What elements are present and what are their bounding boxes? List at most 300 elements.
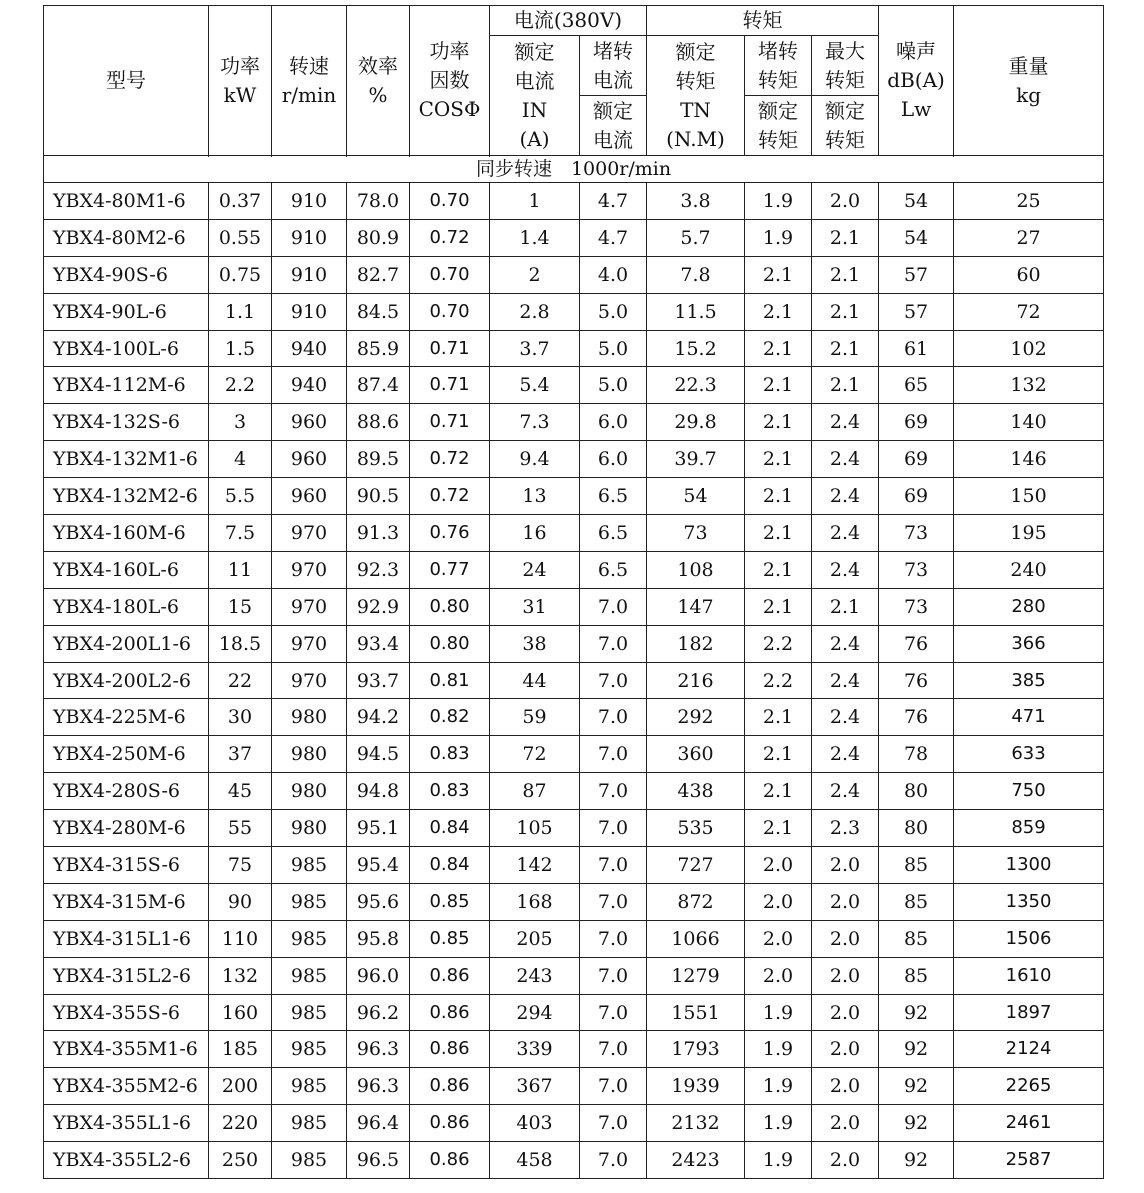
cell-noise: 92 bbox=[879, 1031, 954, 1068]
header-weight-unit: kg bbox=[1016, 82, 1041, 107]
cell-efficiency: 95.6 bbox=[347, 883, 410, 920]
cell-speed: 985 bbox=[272, 1031, 347, 1068]
cell-speed: 985 bbox=[272, 920, 347, 957]
cell-locked-torque-ratio: 1.9 bbox=[745, 1068, 812, 1105]
cell-noise: 85 bbox=[879, 920, 954, 957]
cell-max-torque-ratio: 2.0 bbox=[812, 883, 879, 920]
cell-max-torque-ratio: 2.0 bbox=[812, 994, 879, 1031]
header-locked-current-bottom bbox=[580, 96, 647, 156]
cell-speed: 970 bbox=[272, 515, 347, 552]
cell-weight: 240 bbox=[954, 551, 1104, 588]
cell-rated-current: 59 bbox=[490, 699, 580, 736]
cell-weight: 2587 bbox=[954, 1142, 1104, 1179]
table-row bbox=[44, 478, 1104, 515]
cell-weight: 102 bbox=[954, 330, 1104, 367]
cell-power: 220 bbox=[209, 1105, 272, 1142]
header-power-factor bbox=[410, 6, 490, 156]
cell-rated-torque: 292 bbox=[647, 699, 745, 736]
cell-efficiency: 95.4 bbox=[347, 847, 410, 884]
cell-model: YBX4-200L1-6 bbox=[44, 625, 209, 662]
cell-power: 5.5 bbox=[209, 478, 272, 515]
cell-locked-current-ratio: 7.0 bbox=[580, 662, 647, 699]
header-speed bbox=[272, 6, 347, 156]
cell-weight: 385 bbox=[954, 662, 1104, 699]
cell-locked-current-ratio: 5.0 bbox=[580, 367, 647, 404]
table-row bbox=[44, 957, 1104, 994]
cell-max-torque-ratio: 2.4 bbox=[812, 551, 879, 588]
header-locked-torque-bottom-l1: 额定 bbox=[758, 98, 799, 123]
cell-efficiency: 85.9 bbox=[347, 330, 410, 367]
cell-speed: 980 bbox=[272, 699, 347, 736]
cell-model: YBX4-355M1-6 bbox=[44, 1031, 209, 1068]
cell-locked-torque-ratio: 2.0 bbox=[745, 847, 812, 884]
cell-locked-torque-ratio: 2.0 bbox=[745, 883, 812, 920]
cell-power: 160 bbox=[209, 994, 272, 1031]
cell-power: 45 bbox=[209, 773, 272, 810]
cell-rated-current: 13 bbox=[490, 478, 580, 515]
cell-rated-current: 9.4 bbox=[490, 441, 580, 478]
cell-speed: 985 bbox=[272, 1068, 347, 1105]
cell-model: YBX4-355L2-6 bbox=[44, 1142, 209, 1179]
cell-model: YBX4-160L-6 bbox=[44, 551, 209, 588]
cell-weight: 1610 bbox=[954, 957, 1104, 994]
cell-rated-torque: 3.8 bbox=[647, 183, 745, 220]
cell-power-factor: 0.84 bbox=[410, 810, 490, 847]
cell-locked-current-ratio: 7.0 bbox=[580, 883, 647, 920]
header-power-label: 功率 bbox=[220, 53, 260, 78]
cell-locked-torque-ratio: 2.1 bbox=[745, 699, 812, 736]
table-row bbox=[44, 1031, 1104, 1068]
cell-model: YBX4-355S-6 bbox=[44, 994, 209, 1031]
cell-weight: 1897 bbox=[954, 994, 1104, 1031]
cell-power: 110 bbox=[209, 920, 272, 957]
cell-locked-torque-ratio: 2.2 bbox=[745, 625, 812, 662]
cell-rated-torque: 39.7 bbox=[647, 441, 745, 478]
cell-max-torque-ratio: 2.4 bbox=[812, 478, 879, 515]
header-max-torque-top-l1: 最大 bbox=[825, 38, 866, 63]
cell-rated-current: 24 bbox=[490, 551, 580, 588]
cell-locked-current-ratio: 7.0 bbox=[580, 1105, 647, 1142]
cell-speed: 985 bbox=[272, 883, 347, 920]
cell-power: 0.37 bbox=[209, 183, 272, 220]
table-row bbox=[44, 699, 1104, 736]
cell-noise: 76 bbox=[879, 625, 954, 662]
cell-locked-torque-ratio: 1.9 bbox=[745, 183, 812, 220]
cell-locked-torque-ratio: 2.0 bbox=[745, 957, 812, 994]
cell-weight: 150 bbox=[954, 478, 1104, 515]
cell-noise: 80 bbox=[879, 773, 954, 810]
cell-efficiency: 95.1 bbox=[347, 810, 410, 847]
cell-noise: 54 bbox=[879, 183, 954, 220]
table-row bbox=[44, 1105, 1104, 1142]
cell-locked-current-ratio: 7.0 bbox=[580, 773, 647, 810]
cell-max-torque-ratio: 2.1 bbox=[812, 330, 879, 367]
cell-efficiency: 90.5 bbox=[347, 478, 410, 515]
cell-efficiency: 96.4 bbox=[347, 1105, 410, 1142]
cell-noise: 54 bbox=[879, 219, 954, 256]
cell-locked-current-ratio: 7.0 bbox=[580, 994, 647, 1031]
cell-power-factor: 0.70 bbox=[410, 256, 490, 293]
cell-rated-torque: 1279 bbox=[647, 957, 745, 994]
cell-locked-torque-ratio: 2.1 bbox=[745, 293, 812, 330]
cell-power-factor: 0.70 bbox=[410, 293, 490, 330]
cell-model: YBX4-315S-6 bbox=[44, 847, 209, 884]
cell-speed: 985 bbox=[272, 957, 347, 994]
cell-locked-torque-ratio: 1.9 bbox=[745, 1105, 812, 1142]
cell-power: 55 bbox=[209, 810, 272, 847]
cell-noise: 76 bbox=[879, 662, 954, 699]
cell-locked-torque-ratio: 2.1 bbox=[745, 404, 812, 441]
cell-speed: 985 bbox=[272, 1142, 347, 1179]
cell-max-torque-ratio: 2.4 bbox=[812, 699, 879, 736]
cell-rated-torque: 2132 bbox=[647, 1105, 745, 1142]
cell-weight: 859 bbox=[954, 810, 1104, 847]
cell-noise: 78 bbox=[879, 736, 954, 773]
cell-rated-torque: 147 bbox=[647, 588, 745, 625]
cell-efficiency: 91.3 bbox=[347, 515, 410, 552]
cell-weight: 1300 bbox=[954, 847, 1104, 884]
header-locked-torque-bottom-l2: 转矩 bbox=[758, 127, 799, 152]
header-weight bbox=[954, 6, 1104, 156]
header-max-torque-bottom-l1: 额定 bbox=[825, 98, 866, 123]
table-row bbox=[44, 330, 1104, 367]
header-max-torque-bottom bbox=[812, 96, 879, 156]
cell-efficiency: 93.4 bbox=[347, 625, 410, 662]
cell-power: 90 bbox=[209, 883, 272, 920]
header-max-torque-top bbox=[812, 36, 879, 96]
cell-locked-current-ratio: 6.5 bbox=[580, 551, 647, 588]
cell-power-factor: 0.86 bbox=[410, 1142, 490, 1179]
header-locked-torque-top-l1: 堵转 bbox=[758, 38, 799, 63]
cell-speed: 970 bbox=[272, 551, 347, 588]
cell-speed: 980 bbox=[272, 773, 347, 810]
cell-weight: 72 bbox=[954, 293, 1104, 330]
cell-locked-current-ratio: 7.0 bbox=[580, 1031, 647, 1068]
table-row bbox=[44, 920, 1104, 957]
cell-efficiency: 87.4 bbox=[347, 367, 410, 404]
cell-speed: 940 bbox=[272, 367, 347, 404]
cell-model: YBX4-90S-6 bbox=[44, 256, 209, 293]
cell-locked-current-ratio: 4.7 bbox=[580, 183, 647, 220]
table-row bbox=[44, 1142, 1104, 1179]
cell-locked-current-ratio: 7.0 bbox=[580, 847, 647, 884]
cell-rated-current: 403 bbox=[490, 1105, 580, 1142]
cell-speed: 970 bbox=[272, 662, 347, 699]
table-row bbox=[44, 847, 1104, 884]
cell-rated-torque: 1939 bbox=[647, 1068, 745, 1105]
cell-power: 22 bbox=[209, 662, 272, 699]
cell-power-factor: 0.72 bbox=[410, 219, 490, 256]
cell-noise: 69 bbox=[879, 404, 954, 441]
cell-rated-current: 294 bbox=[490, 994, 580, 1031]
header-noise-sub: Lw bbox=[900, 97, 932, 121]
cell-locked-torque-ratio: 1.9 bbox=[745, 219, 812, 256]
cell-rated-torque: 11.5 bbox=[647, 293, 745, 330]
cell-speed: 985 bbox=[272, 847, 347, 884]
cell-speed: 960 bbox=[272, 404, 347, 441]
cell-noise: 92 bbox=[879, 994, 954, 1031]
cell-efficiency: 92.3 bbox=[347, 551, 410, 588]
header-locked-current-bottom-l1: 额定 bbox=[593, 98, 633, 123]
cell-efficiency: 96.0 bbox=[347, 957, 410, 994]
cell-rated-torque: 438 bbox=[647, 773, 745, 810]
cell-power-factor: 0.86 bbox=[410, 1031, 490, 1068]
cell-efficiency: 80.9 bbox=[347, 219, 410, 256]
cell-rated-current: 1.4 bbox=[490, 219, 580, 256]
cell-power: 250 bbox=[209, 1142, 272, 1179]
cell-weight: 2265 bbox=[954, 1068, 1104, 1105]
cell-power-factor: 0.83 bbox=[410, 736, 490, 773]
cell-rated-current: 1 bbox=[490, 183, 580, 220]
cell-power-factor: 0.77 bbox=[410, 551, 490, 588]
cell-speed: 985 bbox=[272, 1105, 347, 1142]
header-rated-torque-l2: 转矩 bbox=[675, 68, 716, 93]
cell-rated-torque: 22.3 bbox=[647, 367, 745, 404]
cell-rated-current: 339 bbox=[490, 1031, 580, 1068]
table-row bbox=[44, 588, 1104, 625]
cell-efficiency: 94.2 bbox=[347, 699, 410, 736]
cell-efficiency: 78.0 bbox=[347, 183, 410, 220]
cell-locked-torque-ratio: 2.1 bbox=[745, 367, 812, 404]
cell-rated-current: 7.3 bbox=[490, 404, 580, 441]
cell-max-torque-ratio: 2.0 bbox=[812, 1105, 879, 1142]
cell-power-factor: 0.83 bbox=[410, 773, 490, 810]
cell-power: 18.5 bbox=[209, 625, 272, 662]
cell-noise: 69 bbox=[879, 478, 954, 515]
header-rated-torque-l1: 额定 bbox=[675, 39, 716, 64]
table-row bbox=[44, 183, 1104, 220]
cell-model: YBX4-132M1-6 bbox=[44, 441, 209, 478]
cell-weight: 1506 bbox=[954, 920, 1104, 957]
header-locked-torque-bottom bbox=[745, 96, 812, 156]
cell-model: YBX4-280S-6 bbox=[44, 773, 209, 810]
cell-rated-current: 72 bbox=[490, 736, 580, 773]
cell-power: 0.75 bbox=[209, 256, 272, 293]
cell-locked-torque-ratio: 2.0 bbox=[745, 920, 812, 957]
cell-max-torque-ratio: 2.0 bbox=[812, 1142, 879, 1179]
cell-model: YBX4-280M-6 bbox=[44, 810, 209, 847]
cell-locked-torque-ratio: 1.9 bbox=[745, 994, 812, 1031]
cell-rated-current: 31 bbox=[490, 588, 580, 625]
header-max-torque-top-l2: 转矩 bbox=[825, 67, 866, 92]
cell-speed: 940 bbox=[272, 330, 347, 367]
table-row bbox=[44, 256, 1104, 293]
cell-locked-current-ratio: 7.0 bbox=[580, 920, 647, 957]
cell-power-factor: 0.76 bbox=[410, 515, 490, 552]
cell-power-factor: 0.86 bbox=[410, 957, 490, 994]
table-row bbox=[44, 293, 1104, 330]
cell-weight: 1350 bbox=[954, 883, 1104, 920]
cell-speed: 985 bbox=[272, 994, 347, 1031]
header-torque-group: 转矩 bbox=[647, 6, 879, 36]
cell-max-torque-ratio: 2.3 bbox=[812, 810, 879, 847]
cell-speed: 910 bbox=[272, 256, 347, 293]
cell-model: YBX4-355M2-6 bbox=[44, 1068, 209, 1105]
header-rated-current-l4: (A) bbox=[519, 126, 550, 151]
header-rated-current-l2: 电流 bbox=[514, 68, 555, 93]
cell-rated-current: 105 bbox=[490, 810, 580, 847]
cell-efficiency: 89.5 bbox=[347, 441, 410, 478]
cell-efficiency: 96.2 bbox=[347, 994, 410, 1031]
cell-speed: 970 bbox=[272, 588, 347, 625]
cell-power-factor: 0.84 bbox=[410, 847, 490, 884]
cell-weight: 2461 bbox=[954, 1105, 1104, 1142]
cell-weight: 140 bbox=[954, 404, 1104, 441]
cell-efficiency: 96.5 bbox=[347, 1142, 410, 1179]
cell-max-torque-ratio: 2.1 bbox=[812, 588, 879, 625]
cell-max-torque-ratio: 2.0 bbox=[812, 920, 879, 957]
header-efficiency-label: 效率 bbox=[358, 53, 398, 78]
header-rated-current-l3: IN bbox=[521, 97, 548, 122]
cell-rated-torque: 872 bbox=[647, 883, 745, 920]
cell-power-factor: 0.71 bbox=[410, 404, 490, 441]
cell-max-torque-ratio: 2.1 bbox=[812, 293, 879, 330]
cell-power-factor: 0.85 bbox=[410, 920, 490, 957]
cell-weight: 2124 bbox=[954, 1031, 1104, 1068]
cell-locked-current-ratio: 7.0 bbox=[580, 625, 647, 662]
table-row bbox=[44, 1068, 1104, 1105]
header-locked-current-top bbox=[580, 36, 647, 96]
cell-model: YBX4-112M-6 bbox=[44, 367, 209, 404]
cell-weight: 146 bbox=[954, 441, 1104, 478]
cell-rated-torque: 2423 bbox=[647, 1142, 745, 1179]
cell-max-torque-ratio: 2.0 bbox=[812, 1068, 879, 1105]
table-row bbox=[44, 515, 1104, 552]
cell-weight: 471 bbox=[954, 699, 1104, 736]
cell-rated-torque: 29.8 bbox=[647, 404, 745, 441]
cell-locked-current-ratio: 6.5 bbox=[580, 515, 647, 552]
cell-max-torque-ratio: 2.4 bbox=[812, 736, 879, 773]
cell-noise: 92 bbox=[879, 1105, 954, 1142]
cell-power: 15 bbox=[209, 588, 272, 625]
cell-power: 75 bbox=[209, 847, 272, 884]
header-efficiency-unit: % bbox=[368, 82, 388, 107]
cell-speed: 980 bbox=[272, 736, 347, 773]
header-locked-torque-top-l2: 转矩 bbox=[758, 67, 799, 92]
header-power-unit: kW bbox=[223, 82, 257, 107]
cell-rated-current: 44 bbox=[490, 662, 580, 699]
cell-speed: 910 bbox=[272, 219, 347, 256]
cell-rated-current: 205 bbox=[490, 920, 580, 957]
cell-model: YBX4-200L2-6 bbox=[44, 662, 209, 699]
cell-noise: 85 bbox=[879, 957, 954, 994]
cell-locked-current-ratio: 4.0 bbox=[580, 256, 647, 293]
cell-rated-torque: 15.2 bbox=[647, 330, 745, 367]
cell-max-torque-ratio: 2.1 bbox=[812, 256, 879, 293]
cell-rated-torque: 1793 bbox=[647, 1031, 745, 1068]
cell-speed: 910 bbox=[272, 293, 347, 330]
table-row bbox=[44, 441, 1104, 478]
cell-locked-current-ratio: 6.0 bbox=[580, 404, 647, 441]
cell-power-factor: 0.82 bbox=[410, 699, 490, 736]
header-power-factor-line3: COSΦ bbox=[418, 97, 481, 121]
cell-noise: 73 bbox=[879, 588, 954, 625]
cell-efficiency: 93.7 bbox=[347, 662, 410, 699]
cell-power-factor: 0.72 bbox=[410, 441, 490, 478]
header-noise-unit: dB(A) bbox=[887, 68, 945, 92]
cell-rated-torque: 360 bbox=[647, 736, 745, 773]
table-row bbox=[44, 219, 1104, 256]
table-row bbox=[44, 404, 1104, 441]
cell-rated-current: 243 bbox=[490, 957, 580, 994]
cell-model: YBX4-80M1-6 bbox=[44, 183, 209, 220]
cell-efficiency: 96.3 bbox=[347, 1068, 410, 1105]
cell-locked-torque-ratio: 2.1 bbox=[745, 515, 812, 552]
cell-weight: 750 bbox=[954, 773, 1104, 810]
header-current-group: 电流(380V) bbox=[490, 6, 647, 36]
cell-locked-torque-ratio: 2.2 bbox=[745, 662, 812, 699]
cell-weight: 366 bbox=[954, 625, 1104, 662]
table-row bbox=[44, 625, 1104, 662]
cell-efficiency: 92.9 bbox=[347, 588, 410, 625]
cell-rated-torque: 535 bbox=[647, 810, 745, 847]
table-body bbox=[44, 183, 1104, 1179]
cell-rated-torque: 7.8 bbox=[647, 256, 745, 293]
cell-locked-torque-ratio: 2.1 bbox=[745, 478, 812, 515]
cell-rated-torque: 727 bbox=[647, 847, 745, 884]
cell-power: 7.5 bbox=[209, 515, 272, 552]
cell-noise: 57 bbox=[879, 293, 954, 330]
cell-locked-torque-ratio: 2.1 bbox=[745, 330, 812, 367]
cell-noise: 65 bbox=[879, 367, 954, 404]
cell-locked-current-ratio: 7.0 bbox=[580, 588, 647, 625]
cell-rated-torque: 108 bbox=[647, 551, 745, 588]
cell-efficiency: 95.8 bbox=[347, 920, 410, 957]
cell-power: 3 bbox=[209, 404, 272, 441]
cell-locked-torque-ratio: 2.1 bbox=[745, 588, 812, 625]
cell-noise: 76 bbox=[879, 699, 954, 736]
cell-rated-current: 5.4 bbox=[490, 367, 580, 404]
cell-efficiency: 94.5 bbox=[347, 736, 410, 773]
cell-weight: 195 bbox=[954, 515, 1104, 552]
cell-locked-current-ratio: 7.0 bbox=[580, 957, 647, 994]
header-power bbox=[209, 6, 272, 156]
header-locked-torque-top bbox=[745, 36, 812, 96]
motor-spec-table bbox=[43, 5, 1104, 1179]
cell-locked-current-ratio: 6.5 bbox=[580, 478, 647, 515]
cell-rated-torque: 1551 bbox=[647, 994, 745, 1031]
cell-rated-current: 367 bbox=[490, 1068, 580, 1105]
header-power-factor-line2: 因数 bbox=[429, 68, 470, 92]
header-noise bbox=[879, 6, 954, 156]
cell-noise: 85 bbox=[879, 847, 954, 884]
table-row bbox=[44, 773, 1104, 810]
header-speed-unit: r/min bbox=[281, 82, 337, 107]
table-row bbox=[44, 367, 1104, 404]
cell-speed: 980 bbox=[272, 810, 347, 847]
section-title: 同步转速 1000r/min bbox=[44, 156, 1104, 183]
cell-rated-current: 3.7 bbox=[490, 330, 580, 367]
cell-noise: 69 bbox=[879, 441, 954, 478]
cell-power-factor: 0.86 bbox=[410, 994, 490, 1031]
cell-max-torque-ratio: 2.0 bbox=[812, 183, 879, 220]
header-rated-current bbox=[490, 36, 580, 156]
cell-power-factor: 0.85 bbox=[410, 883, 490, 920]
cell-noise: 92 bbox=[879, 1068, 954, 1105]
cell-max-torque-ratio: 2.4 bbox=[812, 515, 879, 552]
header-locked-current-bottom-l2: 电流 bbox=[593, 127, 633, 152]
header-max-torque-bottom-l2: 转矩 bbox=[825, 127, 866, 152]
cell-noise: 57 bbox=[879, 256, 954, 293]
cell-power-factor: 0.86 bbox=[410, 1068, 490, 1105]
cell-max-torque-ratio: 2.4 bbox=[812, 662, 879, 699]
cell-power-factor: 0.71 bbox=[410, 330, 490, 367]
table-row bbox=[44, 994, 1104, 1031]
cell-rated-current: 16 bbox=[490, 515, 580, 552]
header-model: 型号 bbox=[44, 6, 209, 156]
header-efficiency bbox=[347, 6, 410, 156]
cell-efficiency: 84.5 bbox=[347, 293, 410, 330]
